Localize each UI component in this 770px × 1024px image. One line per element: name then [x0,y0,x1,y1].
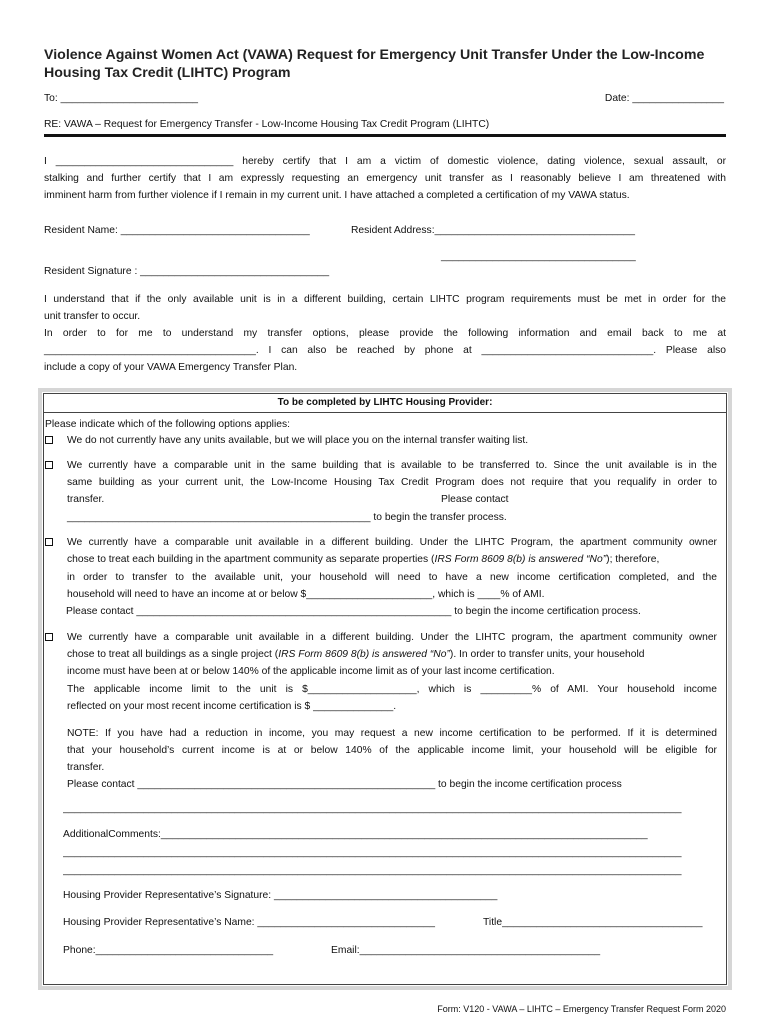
provider-box-heading-rule [44,412,726,413]
option-3-text: in order to transfer to the available unit, your household will need to have a new income certification completed, and the [67,572,717,583]
resident-address-line2[interactable]: __________________________________ [441,251,636,262]
certification-line: stalking and further certify that I am expressly requesting an emergency unit transfer as I reasonably believe I am threatened with [44,173,726,184]
phone-field[interactable]: Phone:_______________________________ [63,945,274,956]
option-3-text-part: chose to treat each building in the apartment community as separate properties ( [67,554,435,565]
note-text: transfer. [67,762,105,773]
option-2-text: We currently have a comparable unit in the same building that is available to be transferred to. Since the unit available is in the [67,460,717,471]
box-divider-line: ____________________________________________________________________________________________________________ [63,803,682,814]
option-1-text: We do not currently have any units available, but we will place you on the internal transfer waiting list. [67,435,529,446]
option-2-text: same building as your current unit, the Low-Income Housing Tax Credit Program does not require that you requalify in order to [67,477,717,488]
request-text: include a copy of your VAWA Emergency Transfer Plan. [44,362,298,373]
option-4-text: We currently have a comparable unit available in a different building. Under the LIHTC program, the apartment community owner [67,632,717,643]
irs-form-reference: IRS Form 8609 8(b) is answered “No” [278,649,450,660]
page-title: Violence Against Women Act (VAWA) Request for Emergency Unit Transfer Under the Low-Income Housing Tax Credit (LIHTC) Program [44,47,705,81]
email-field[interactable]: Email:__________________________________________ [331,945,601,956]
additional-comments-line[interactable]: ____________________________________________________________________________________________________________ [63,865,682,876]
option-4-text-part: chose to treat all buildings as a single project ( [67,649,279,660]
header-rule [44,134,726,137]
form-footer: Form: V120 - VAWA – LIHTC – Emergency Transfer Request Form 2020 [437,1004,726,1014]
request-text: _____________________________________. I can also be reached by phone at ______________________________. Please also [44,345,726,356]
option-3-contact-field[interactable]: Please contact _______________________________________________________ to begin the income certification process. [66,606,641,617]
request-text: In order to for me to understand my transfer options, please provide the following information and email back to me at [44,328,726,339]
date-field[interactable]: Date: ________________ [604,93,724,104]
re-line: RE: VAWA – Request for Emergency Transfer - Low-Income Housing Tax Credit Program (LIHTC) [44,119,490,130]
option-4-text-part: ). In order to transfer units, your household [449,649,645,660]
option-4-income-limit-field[interactable]: The applicable income limit to the unit is $___________________, which is _________% of AMI. Your household income [67,684,717,695]
certification-line: I _______________________________ hereby certify that I am a victim of domestic violence, dating violence, sexual assault, or [44,156,726,167]
option-2-checkbox[interactable] [45,461,53,469]
provider-box-heading: To be completed by LIHTC Housing Provider: [277,397,493,408]
note-text: NOTE: If you have had a reduction in income, you may request a new income certification to be performed. If it is determined [67,728,717,739]
resident-name-field[interactable]: Resident Name: _________________________________ [44,225,310,236]
option-3-income-field[interactable]: household will need to have an income at or below $______________________, which is ____% of AMI. [67,589,545,600]
option-2-contact-field[interactable]: _____________________________________________________ to begin the transfer process. [67,512,507,523]
option-3-checkbox[interactable] [45,538,53,546]
option-3-text: We currently have a comparable unit available in a different building. Under the LIHTC Program, the apartment community owner [67,537,717,548]
resident-signature-field[interactable]: Resident Signature : _________________________________ [44,266,330,277]
note-contact-field[interactable]: Please contact ____________________________________________________ to begin the income certification process [67,779,622,790]
resident-address-field[interactable]: Resident Address:___________________________________ [351,225,635,236]
rep-signature-field[interactable]: Housing Provider Representative’s Signature: _______________________________________ [63,890,498,901]
option-2-text: transfer. [67,494,105,505]
understand-text: unit transfer to occur. [44,311,141,322]
option-4-text [67,648,645,662]
rep-name-field[interactable]: Housing Provider Representative’s Name: _______________________________ [63,917,435,928]
option-3-text-part: ); therefore, [606,554,660,565]
note-text: that your household’s current income is at or below 140% of the applicable income limit, your household will be eligible for [67,745,717,756]
additional-comments-field[interactable]: AdditionalComments:_____________________________________________________________________________________ [63,829,648,840]
option-2-contact-label: Please contact [441,494,509,505]
irs-form-reference: IRS Form 8609 8(b) is answered “No” [434,554,607,565]
understand-text: I understand that if the only available unit is in a different building, certain LIHTC program requirements must be met in order for the [44,294,726,305]
indicate-text: Please indicate which of the following options applies: [45,419,290,430]
to-field[interactable]: To: ________________________ [44,93,199,104]
additional-comments-line[interactable]: ____________________________________________________________________________________________________________ [63,847,682,858]
rep-title-field[interactable]: Title___________________________________ [483,917,703,928]
option-4-text: income must have been at or below 140% of the applicable income limit as of your last income certification. [67,666,555,677]
option-4-recent-income-field[interactable]: reflected on your most recent income certification is $ ______________. [67,701,397,712]
option-3-text [67,553,717,567]
option-4-checkbox[interactable] [45,633,53,641]
option-1-checkbox[interactable] [45,436,53,444]
certification-line: imminent harm from further violence if I remain in my current unit. I have attached a completed a certification of my VAWA status. [44,190,630,201]
